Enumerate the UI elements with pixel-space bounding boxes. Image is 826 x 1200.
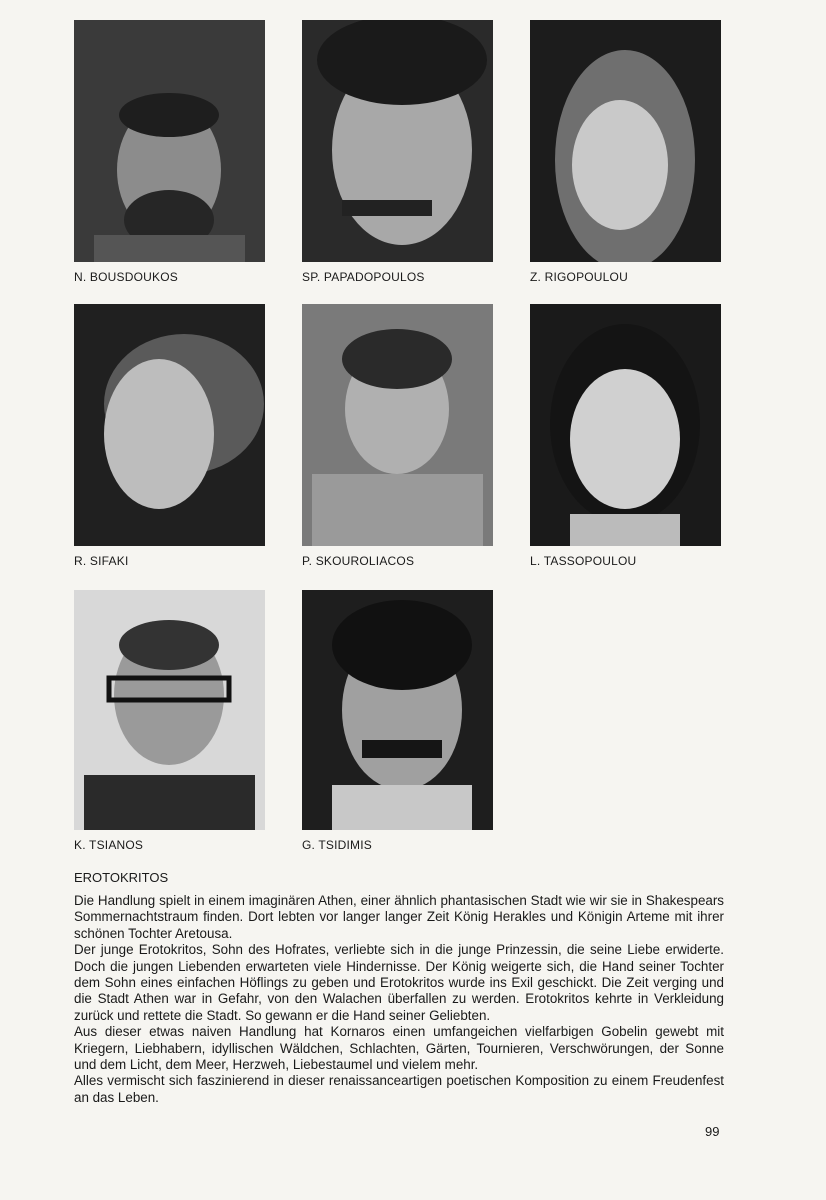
portrait-photo-tsidimis [302, 590, 493, 830]
article-paragraph: Die Handlung spielt in einem imaginären Athen, einer ähnlich phantasischen Stadt wie wir sie in Shakespears Sommernachtstraum finden. Dort lebten vor langer langer Zeit König Herakles und Königin Arteme mit ihrer schönen Tochter Aretousa. [74, 893, 724, 941]
portrait-photo-skouroliacos [302, 304, 493, 546]
portrait-photo-papadopoulos [302, 20, 493, 262]
portrait-photo-bousdoukos [74, 20, 265, 262]
portrait-photo-sifaki [74, 304, 265, 546]
photo-caption: SP. PAPADOPOULOS [302, 270, 425, 284]
page-number: 99 [705, 1124, 720, 1139]
photo-caption: K. TSIANOS [74, 838, 144, 852]
article-paragraph: Alles vermischt sich faszinierend in dieser renaissanceartigen poetischen Komposition zu einem Freudenfest an das Leben. [74, 1073, 724, 1105]
photo-caption: G. TSIDIMIS [302, 838, 372, 852]
photo-caption: P. SKOUROLIACOS [302, 554, 415, 568]
portrait-photo-tassopoulou [530, 304, 721, 546]
photo-caption: L. TASSOPOULOU [530, 554, 637, 568]
article-paragraph: Aus dieser etwas naiven Handlung hat Kornaros einen umfangeichen vielfarbigen Gobelin gewebt mit Kriegern, Liebhabern, idyllischen Wäldchen, Schlachten, Gärten, Tournieren, Verschwörungen, der Sonne und dem Licht, dem Meer, Herzweh, Liebestaumel und vielem mehr. [74, 1024, 724, 1073]
article [74, 870, 724, 1106]
photo-caption: Z. RIGOPOULOU [530, 270, 628, 284]
photo-caption: N. BOUSDOUKOS [74, 270, 178, 284]
article-paragraph: Der junge Erotokritos, Sohn des Hofrates, verliebte sich in die junge Prinzessin, die seine Liebe erwiderte. Doch die jungen Liebenden erwarteten viele Hindernisse. Der König weigerte sich, die Hand seiner Tochter dem Sohn eines einfachen Höflings zu geben und Erotokritos wurde ins Exil geschickt. Die Zeit verging und die Stadt Athen war in Gefahr, von den Walachen überfallen zu werden. Erotokritos kehrte in Verkleidung zurück und rettete die Stadt. So gewann er die Hand seiner Geliebten. [74, 942, 724, 1023]
portrait-photo-rigopoulou [530, 20, 721, 262]
article-title: EROTOKRITOS [74, 870, 169, 885]
photo-caption: R. SIFAKI [74, 554, 129, 568]
portrait-photo-tsianos [74, 590, 265, 830]
